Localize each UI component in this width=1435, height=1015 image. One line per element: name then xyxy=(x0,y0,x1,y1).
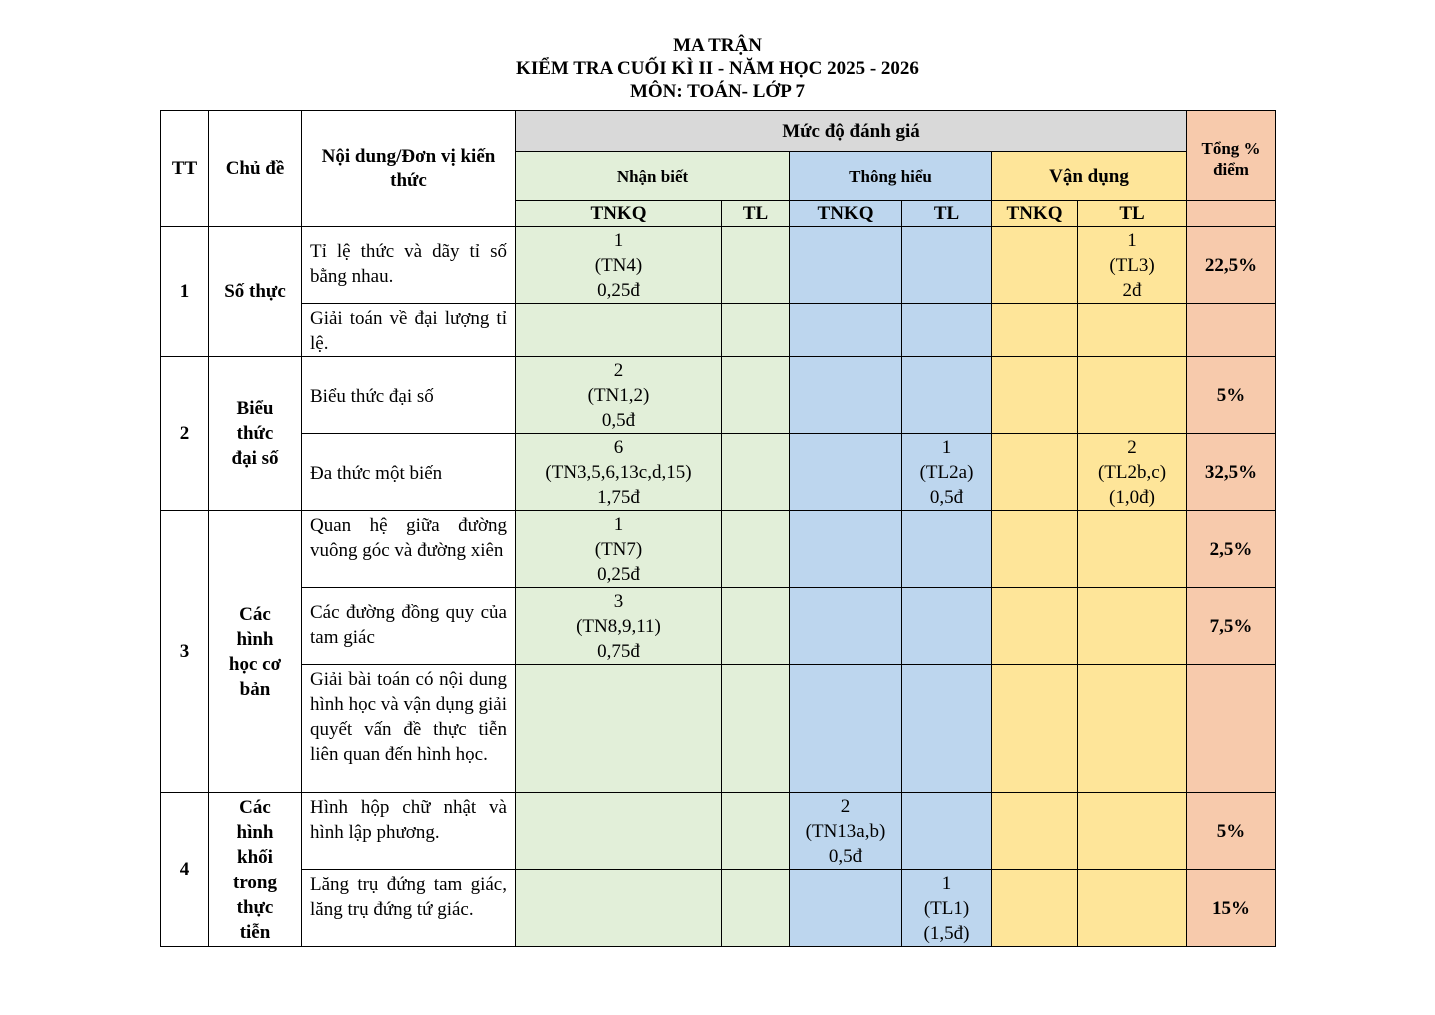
th-tnkq-cell xyxy=(790,434,902,511)
content-cell: Lăng trụ đứng tam giác, lăng trụ đứng tứ giác. xyxy=(302,870,516,947)
table-row xyxy=(161,870,1276,947)
total-cell: 22,5% xyxy=(1187,227,1276,304)
vd-tnkq-cell xyxy=(992,511,1078,588)
nb-tl-cell xyxy=(722,434,790,511)
group-topic: Các hình khối trong thực tiễn xyxy=(209,793,302,947)
table-row xyxy=(161,588,1276,665)
header-level: Mức độ đánh giá xyxy=(516,111,1187,152)
th-tl-cell xyxy=(902,588,992,665)
total-cell xyxy=(1187,665,1276,793)
table-row xyxy=(161,357,1276,434)
th-tnkq-cell xyxy=(790,511,902,588)
nb-tnkq-cell xyxy=(516,665,722,793)
table-row xyxy=(161,434,1276,511)
assessment-matrix-table xyxy=(160,110,1276,947)
vd-tl-cell xyxy=(1078,511,1187,588)
total-cell: 2,5% xyxy=(1187,511,1276,588)
header-vd-tl: TL xyxy=(1078,201,1187,227)
header-nb-tl: TL xyxy=(722,201,790,227)
th-tl-cell: 1 (TL2a) 0,5đ xyxy=(902,434,992,511)
vd-tl-cell xyxy=(1078,870,1187,947)
content-cell: Biểu thức đại số xyxy=(302,357,516,434)
content-cell: Đa thức một biến xyxy=(302,434,516,511)
th-tnkq-cell xyxy=(790,665,902,793)
group-topic: Số thực xyxy=(209,227,302,357)
group-topic: Biểu thức đại số xyxy=(209,357,302,511)
header-recognize: Nhận biết xyxy=(516,152,790,201)
th-tl-cell xyxy=(902,511,992,588)
th-tl-cell xyxy=(902,357,992,434)
th-tnkq-cell xyxy=(790,304,902,357)
th-tl-cell xyxy=(902,304,992,357)
th-tnkq-cell xyxy=(790,588,902,665)
total-cell: 32,5% xyxy=(1187,434,1276,511)
vd-tnkq-cell xyxy=(992,434,1078,511)
nb-tl-cell xyxy=(722,665,790,793)
nb-tl-cell xyxy=(722,357,790,434)
nb-tl-cell xyxy=(722,304,790,357)
vd-tl-cell xyxy=(1078,793,1187,870)
title-line-2: KIỂM TRA CUỐI KÌ II - NĂM HỌC 2025 - 2026 xyxy=(516,58,919,79)
content-cell: Giải toán về đại lượng tỉ lệ. xyxy=(302,304,516,357)
nb-tl-cell xyxy=(722,511,790,588)
table-row xyxy=(161,793,1276,870)
vd-tnkq-cell xyxy=(992,870,1078,947)
title-line-3: MÔN: TOÁN- LỚP 7 xyxy=(629,81,806,102)
vd-tnkq-cell xyxy=(992,357,1078,434)
nb-tnkq-cell: 1 (TN4) 0,25đ xyxy=(516,227,722,304)
th-tnkq-cell xyxy=(790,357,902,434)
total-cell: 5% xyxy=(1187,357,1276,434)
th-tl-cell xyxy=(902,793,992,870)
th-tl-cell: 1 (TL1) (1,5đ) xyxy=(902,870,992,947)
header-total: Tổng % điểm xyxy=(1187,111,1276,201)
nb-tnkq-cell xyxy=(516,870,722,947)
header-apply: Vận dụng xyxy=(992,152,1187,201)
vd-tnkq-cell xyxy=(992,588,1078,665)
header-topic: Chủ đề xyxy=(209,111,302,227)
header-understand: Thông hiểu xyxy=(790,152,992,201)
vd-tl-cell: 1 (TL3) 2đ xyxy=(1078,227,1187,304)
nb-tl-cell xyxy=(722,793,790,870)
vd-tnkq-cell xyxy=(992,227,1078,304)
content-cell: Quan hệ giữa đường vuông góc và đường xiên xyxy=(302,511,516,588)
content-cell: Các đường đồng quy của tam giác xyxy=(302,588,516,665)
group-tt: 2 xyxy=(161,357,209,511)
document-title xyxy=(0,34,1435,103)
nb-tnkq-cell: 6 (TN3,5,6,13c,d,15) 1,75đ xyxy=(516,434,722,511)
group-topic: Các hình học cơ bản xyxy=(209,511,302,793)
nb-tl-cell xyxy=(722,227,790,304)
header-row-1 xyxy=(161,111,1276,152)
nb-tl-cell xyxy=(722,588,790,665)
vd-tl-cell xyxy=(1078,357,1187,434)
header-nb-tnkq: TNKQ xyxy=(516,201,722,227)
table-row xyxy=(161,227,1276,304)
group-tt: 3 xyxy=(161,511,209,793)
total-cell: 15% xyxy=(1187,870,1276,947)
vd-tl-cell xyxy=(1078,304,1187,357)
vd-tnkq-cell xyxy=(992,304,1078,357)
th-tl-cell xyxy=(902,227,992,304)
total-cell: 7,5% xyxy=(1187,588,1276,665)
group-tt: 1 xyxy=(161,227,209,357)
content-cell: Hình hộp chữ nhật và hình lập phương. xyxy=(302,793,516,870)
table-row xyxy=(161,304,1276,357)
vd-tl-cell xyxy=(1078,588,1187,665)
total-cell xyxy=(1187,304,1276,357)
header-content: Nội dung/Đơn vị kiến thức xyxy=(302,111,516,227)
header-th-tl: TL xyxy=(902,201,992,227)
nb-tnkq-cell: 3 (TN8,9,11) 0,75đ xyxy=(516,588,722,665)
vd-tl-cell xyxy=(1078,665,1187,793)
th-tnkq-cell: 2 (TN13a,b) 0,5đ xyxy=(790,793,902,870)
group-tt: 4 xyxy=(161,793,209,947)
nb-tnkq-cell xyxy=(516,793,722,870)
th-tnkq-cell xyxy=(790,870,902,947)
nb-tnkq-cell: 1 (TN7) 0,25đ xyxy=(516,511,722,588)
vd-tnkq-cell xyxy=(992,793,1078,870)
title-line-1: MA TRẬN xyxy=(673,35,762,56)
header-total-blank xyxy=(1187,201,1276,227)
nb-tnkq-cell: 2 (TN1,2) 0,5đ xyxy=(516,357,722,434)
table-row xyxy=(161,665,1276,793)
vd-tl-cell: 2 (TL2b,c) (1,0đ) xyxy=(1078,434,1187,511)
total-cell: 5% xyxy=(1187,793,1276,870)
vd-tnkq-cell xyxy=(992,665,1078,793)
nb-tl-cell xyxy=(722,870,790,947)
content-cell: Giải bài toán có nội dung hình học và vận dụng giải quyết vấn đề thực tiễn liên quan đến hình học. xyxy=(302,665,516,793)
nb-tnkq-cell xyxy=(516,304,722,357)
header-th-tnkq: TNKQ xyxy=(790,201,902,227)
header-vd-tnkq: TNKQ xyxy=(992,201,1078,227)
table-row xyxy=(161,511,1276,588)
content-cell: Tỉ lệ thức và dãy tỉ số bằng nhau. xyxy=(302,227,516,304)
header-tt: TT xyxy=(161,111,209,227)
th-tnkq-cell xyxy=(790,227,902,304)
th-tl-cell xyxy=(902,665,992,793)
